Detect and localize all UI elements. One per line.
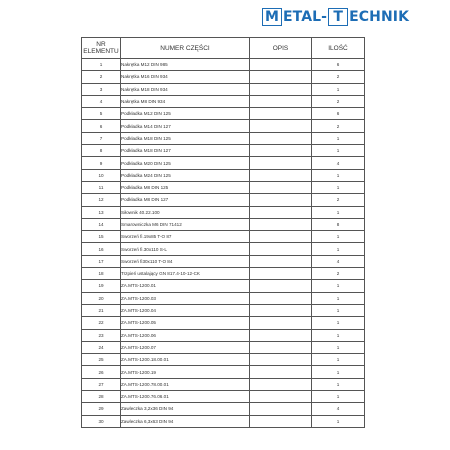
row-part-name: Smarowniczka M6 DIN 71412 xyxy=(121,218,250,230)
table-row xyxy=(82,378,365,390)
table-row xyxy=(82,218,365,230)
table-row xyxy=(82,95,365,107)
row-part-name: Podkładka M18 DIN 127 xyxy=(121,145,250,157)
row-part-name: ZA.MTS-1200.78.00.01 xyxy=(121,378,250,390)
table-row xyxy=(82,108,365,120)
row-description xyxy=(250,329,312,341)
row-quantity: 4 xyxy=(312,255,365,267)
row-quantity: 1 xyxy=(312,317,365,329)
row-description xyxy=(250,181,312,193)
table-row xyxy=(82,145,365,157)
row-quantity: 1 xyxy=(312,354,365,366)
row-quantity: 1 xyxy=(312,366,365,378)
table-row xyxy=(82,255,365,267)
row-description xyxy=(250,120,312,132)
row-element-number: 25 xyxy=(82,354,121,366)
table-row xyxy=(82,415,365,427)
row-element-number: 6 xyxy=(82,120,121,132)
row-quantity: 2 xyxy=(312,120,365,132)
row-quantity: 2 xyxy=(312,194,365,206)
table-row xyxy=(82,292,365,304)
row-part-name: Zawleczka 3,2x36 DIN 94 xyxy=(121,403,250,415)
logo-text-part: ETAL- xyxy=(283,9,328,25)
row-quantity: 1 xyxy=(312,169,365,181)
row-part-name: ZA.MTS-1200.01 xyxy=(121,280,250,292)
row-element-number: 19 xyxy=(82,280,121,292)
row-quantity: 1 xyxy=(312,280,365,292)
row-part-name: Zawleczka 6,3x63 DIN 94 xyxy=(121,415,250,427)
row-quantity: 1 xyxy=(312,304,365,316)
row-quantity: 1 xyxy=(312,231,365,243)
row-quantity: 1 xyxy=(312,292,365,304)
row-description xyxy=(250,71,312,83)
row-quantity: 1 xyxy=(312,341,365,353)
row-description xyxy=(250,280,312,292)
row-quantity: 4 xyxy=(312,403,365,415)
row-part-name: Sworzeń fi30x110 T-O 84 xyxy=(121,255,250,267)
row-part-name: Sworzeń fi.30x110 S-L xyxy=(121,243,250,255)
table-row xyxy=(82,317,365,329)
row-part-name: ZA.MTS-1200.76.06.01 xyxy=(121,391,250,403)
header-nr-line2: ELEMENTU xyxy=(83,48,119,55)
row-description xyxy=(250,83,312,95)
header-part-number: NUMER CZĘŚCI xyxy=(121,38,250,59)
table-row xyxy=(82,329,365,341)
header-quantity: ILOŚĆ xyxy=(312,38,365,59)
row-element-number: 22 xyxy=(82,317,121,329)
row-description xyxy=(250,378,312,390)
row-description xyxy=(250,403,312,415)
row-quantity: 6 xyxy=(312,108,365,120)
table-row xyxy=(82,268,365,280)
row-element-number: 5 xyxy=(82,108,121,120)
row-element-number: 20 xyxy=(82,292,121,304)
row-element-number: 17 xyxy=(82,255,121,267)
table-row xyxy=(82,71,365,83)
table-row xyxy=(82,280,365,292)
row-part-name: Siłownik 40.22.100 xyxy=(121,206,250,218)
row-part-name: Podkładka M8 DIN 125 xyxy=(121,181,250,193)
header-element-number xyxy=(82,38,121,59)
row-description xyxy=(250,206,312,218)
row-element-number: 10 xyxy=(82,169,121,181)
row-element-number: 8 xyxy=(82,145,121,157)
table-row xyxy=(82,341,365,353)
row-element-number: 16 xyxy=(82,243,121,255)
logo-text-part: ECHNIK xyxy=(349,9,410,25)
row-part-name: Sworzeń fi.19x85 T-O 87 xyxy=(121,231,250,243)
row-part-name: ZA.MTS-1200.07 xyxy=(121,341,250,353)
row-quantity: 1 xyxy=(312,378,365,390)
row-part-name: Nakrętka M12 DIN 985 xyxy=(121,59,250,71)
row-description xyxy=(250,341,312,353)
row-part-name: Podkładka M18 DIN 125 xyxy=(121,132,250,144)
row-element-number: 29 xyxy=(82,403,121,415)
row-element-number: 2 xyxy=(82,71,121,83)
row-part-name: Nakrętka M18 DIN 934 xyxy=(121,83,250,95)
logo-letter-box xyxy=(328,8,348,26)
row-quantity: 1 xyxy=(312,329,365,341)
row-element-number: 11 xyxy=(82,181,121,193)
table-body xyxy=(82,59,365,428)
row-element-number: 26 xyxy=(82,366,121,378)
row-description xyxy=(250,292,312,304)
row-quantity: 8 xyxy=(312,218,365,230)
table-row xyxy=(82,231,365,243)
row-description xyxy=(250,157,312,169)
row-part-name: ZA.MTS-1200.05 xyxy=(121,317,250,329)
row-description xyxy=(250,218,312,230)
row-quantity: 1 xyxy=(312,243,365,255)
row-element-number: 9 xyxy=(82,157,121,169)
row-quantity: 4 xyxy=(312,157,365,169)
table-row xyxy=(82,403,365,415)
row-element-number: 23 xyxy=(82,329,121,341)
logo-letter-t: T xyxy=(333,9,343,25)
row-part-name: ZA.MTS-1200.03 xyxy=(121,292,250,304)
row-part-name: Trzpień ustalający GN 817.4-10-12-CK xyxy=(121,268,250,280)
table-row xyxy=(82,83,365,95)
row-description xyxy=(250,169,312,181)
header-description: OPIS xyxy=(250,38,312,59)
row-element-number: 15 xyxy=(82,231,121,243)
table-header-row xyxy=(82,38,365,59)
row-description xyxy=(250,317,312,329)
row-quantity: 1 xyxy=(312,415,365,427)
row-part-name: Podkładka M8 DIN 127 xyxy=(121,194,250,206)
row-element-number: 27 xyxy=(82,378,121,390)
logo-letter-m: M xyxy=(265,9,279,25)
row-description xyxy=(250,391,312,403)
table-row xyxy=(82,243,365,255)
header-nr-line1: NR xyxy=(96,41,106,48)
row-part-name: ZA.MTS-1200.04 xyxy=(121,304,250,316)
row-description xyxy=(250,255,312,267)
row-description xyxy=(250,145,312,157)
row-element-number: 24 xyxy=(82,341,121,353)
row-description xyxy=(250,268,312,280)
row-part-name: ZA.MTS-1200.18.00.01 xyxy=(121,354,250,366)
logo-letter-box xyxy=(262,8,282,26)
row-description xyxy=(250,194,312,206)
row-part-name: Nakrętka M8 DIN 934 xyxy=(121,95,250,107)
row-element-number: 28 xyxy=(82,391,121,403)
row-element-number: 7 xyxy=(82,132,121,144)
row-quantity: 1 xyxy=(312,391,365,403)
row-quantity: 1 xyxy=(312,83,365,95)
table-row xyxy=(82,206,365,218)
row-description xyxy=(250,415,312,427)
row-quantity: 1 xyxy=(312,181,365,193)
table-row xyxy=(82,132,365,144)
row-element-number: 13 xyxy=(82,206,121,218)
row-part-name: ZA.MTS-1200.19 xyxy=(121,366,250,378)
row-description xyxy=(250,366,312,378)
row-quantity: 1 xyxy=(312,132,365,144)
row-description xyxy=(250,231,312,243)
parts-list-table xyxy=(81,37,365,428)
row-part-name: ZA.MTS-1200.06 xyxy=(121,329,250,341)
row-element-number: 1 xyxy=(82,59,121,71)
row-description xyxy=(250,243,312,255)
row-description xyxy=(250,354,312,366)
table-row xyxy=(82,391,365,403)
table-row xyxy=(82,181,365,193)
row-element-number: 3 xyxy=(82,83,121,95)
row-quantity: 1 xyxy=(312,145,365,157)
row-description xyxy=(250,108,312,120)
company-logo xyxy=(262,8,409,26)
row-quantity: 2 xyxy=(312,268,365,280)
row-element-number: 4 xyxy=(82,95,121,107)
row-element-number: 21 xyxy=(82,304,121,316)
row-description xyxy=(250,95,312,107)
table-row xyxy=(82,59,365,71)
row-element-number: 12 xyxy=(82,194,121,206)
row-quantity: 6 xyxy=(312,59,365,71)
table-row xyxy=(82,157,365,169)
row-part-name: Podkładka M20 DIN 125 xyxy=(121,157,250,169)
table-row xyxy=(82,169,365,181)
row-quantity: 2 xyxy=(312,71,365,83)
table-row xyxy=(82,120,365,132)
row-quantity: 2 xyxy=(312,95,365,107)
row-quantity: 1 xyxy=(312,206,365,218)
row-description xyxy=(250,59,312,71)
table-row xyxy=(82,366,365,378)
row-element-number: 18 xyxy=(82,268,121,280)
table-row xyxy=(82,304,365,316)
row-part-name: Podkładka M24 DIN 125 xyxy=(121,169,250,181)
row-part-name: Podkładka M12 DIN 125 xyxy=(121,108,250,120)
row-element-number: 30 xyxy=(82,415,121,427)
table-row xyxy=(82,354,365,366)
row-element-number: 14 xyxy=(82,218,121,230)
row-description xyxy=(250,304,312,316)
row-description xyxy=(250,132,312,144)
row-part-name: Podkładka M14 DIN 127 xyxy=(121,120,250,132)
table-row xyxy=(82,194,365,206)
row-part-name: Nakrętka M16 DIN 934 xyxy=(121,71,250,83)
